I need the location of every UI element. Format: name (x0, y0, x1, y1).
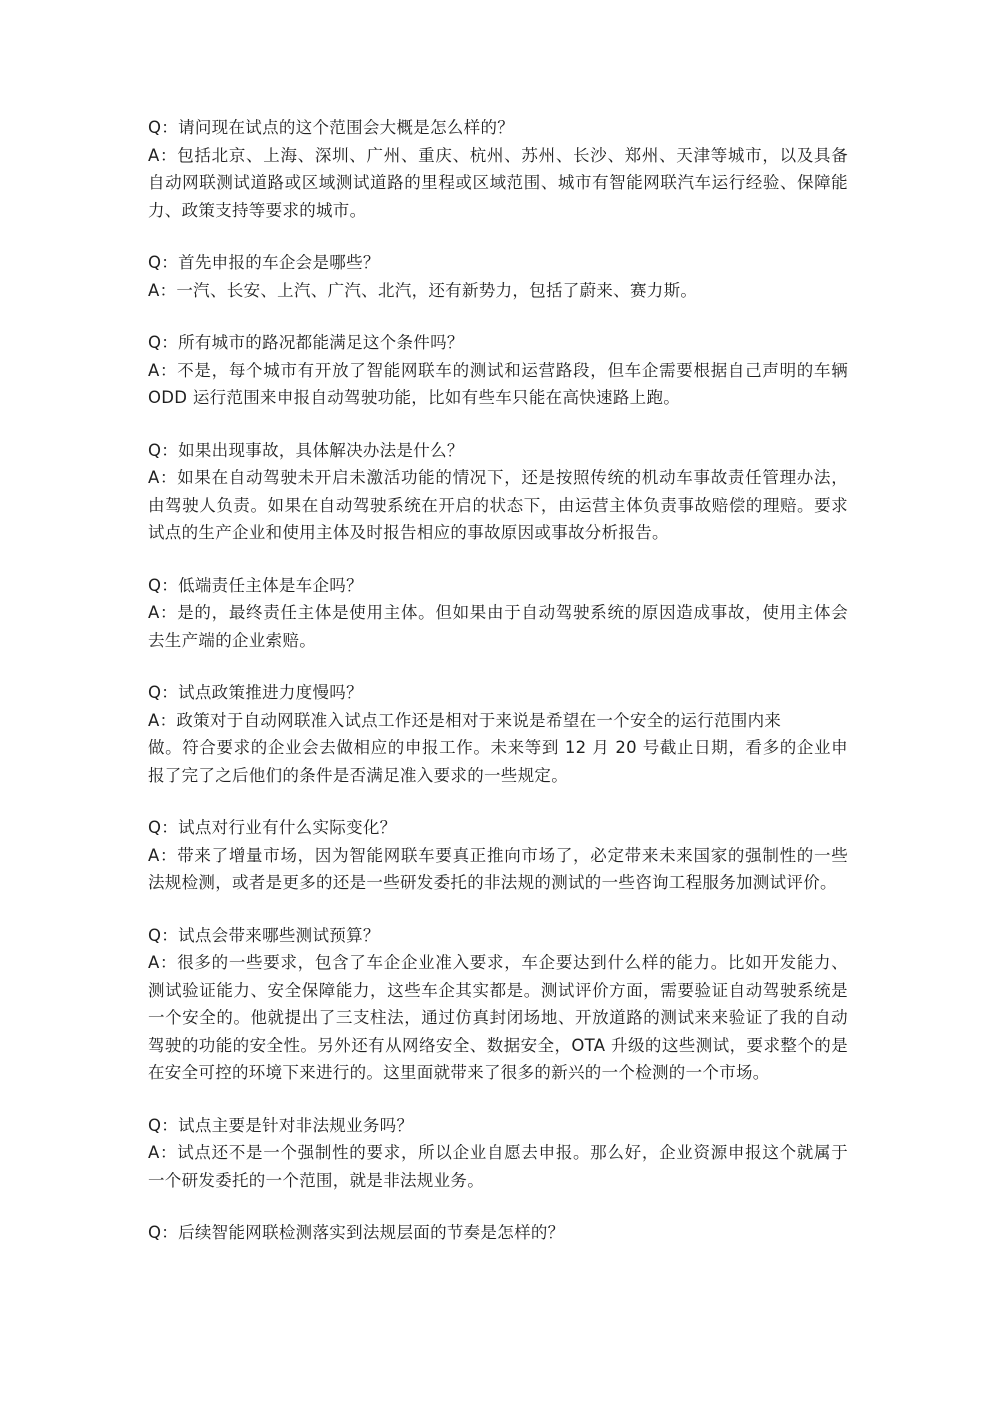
answer-5: A：是的，最终责任主体是使用主体。但如果由于自动驾驶系统的原因造成事故，使用主体会去生产端的企业索赔。 (148, 603, 848, 650)
answer-3: A：不是，每个城市有开放了智能网联车的测试和运营路段，但车企需要根据自己声明的车辆 ODD 运行范围来申报自动驾驶功能，比如有些车只能在高快速路上跑。 (148, 360, 848, 407)
qa-item-6 (148, 679, 848, 789)
answer-1: A：包括北京、上海、深圳、广州、重庆、杭州、苏州、长沙、郑州、天津等城市，以及具备自动网联测试道路或区域测试道路的里程或区域范围、城市有智能网联汽车运行经验、保障能力、政策支持等要求的城市。 (148, 145, 848, 220)
answer-8: A：很多的一些要求，包含了车企企业准入要求，车企要达到什么样的能力。比如开发能力、测试验证能力、安全保障能力，这些车企其实都是。测试评价方面，需要验证自动驾驶系统是一个安全的。他就提出了三支柱法，通过仿真封闭场地、开放道路的测试来来验证了我的自动驾驶的功能的安全性。另外还有从网络安全、数据安全，OTA 升级的这些测试，要求整个的是在安全可控的环境下来进行的。这里面就带来了很多的新兴的一个检测的一个市场。 (148, 953, 848, 1082)
question-3: Q：所有城市的路况都能满足这个条件吗？ (148, 333, 464, 352)
answer-6-part-1: A：政策对于自动网联准入试点工作还是相对于来说是希望在一个安全的运行范围内来 (148, 710, 782, 730)
qa-item-2 (148, 249, 848, 304)
question-8: Q：试点会带来哪些测试预算？ (148, 925, 380, 945)
question-10: Q：后续智能网联检测落实到法规层面的节奏是怎样的？ (148, 1223, 565, 1242)
qa-item-9 (148, 1112, 848, 1195)
answer-6 (148, 707, 848, 790)
answer-6-part-2: 做。符合要求的企业会去做相应的申报工作。未来等到 12 月 20 号截止日期，看多的企业申报了完了之后他们的条件是否满足准入要求的一些规定。 (148, 738, 848, 785)
answer-7: A：带来了增量市场，因为智能网联车要真正推向市场了，必定带来未来国家的强制性的一些法规检测，或者是更多的还是一些研发委托的非法规的测试的一些咨询工程服务加测试评价。 (148, 845, 848, 892)
question-4: Q：如果出现事故，具体解决办法是什么？ (148, 440, 464, 460)
qa-item-1 (148, 114, 848, 224)
qa-item-5 (148, 572, 848, 655)
document-page (148, 114, 848, 1272)
question-5: Q：低端责任主体是车企吗？ (148, 575, 363, 595)
qa-item-10 (148, 1219, 848, 1247)
qa-item-7 (148, 814, 848, 897)
answer-4: A：如果在自动驾驶未开启未激活功能的情况下，还是按照传统的机动车事故责任管理办法，由驾驶人负责。如果在自动驾驶系统在开启的状态下，由运营主体负责事故赔偿的理赔。要求试点的生产企业和使用主体及时报告相应的事故原因或事故分析报告。 (148, 468, 848, 542)
answer-2: A：一汽、长安、上汽、广汽、北汽，还有新势力，包括了蔚来、赛力斯。 (148, 280, 698, 300)
question-2: Q：首先申报的车企会是哪些？ (148, 253, 380, 272)
answer-9: A：试点还不是一个强制性的要求，所以企业自愿去申报。那么好，企业资源申报这个就属于一个研发委托的一个范围，就是非法规业务。 (148, 1143, 848, 1190)
question-9: Q：试点主要是针对非法规业务吗？ (148, 1115, 414, 1135)
question-7: Q：试点对行业有什么实际变化？ (148, 818, 397, 837)
question-6: Q：试点政策推进力度慢吗？ (148, 683, 363, 702)
qa-item-4 (148, 437, 848, 547)
qa-item-8 (148, 922, 848, 1087)
question-1: Q：请问现在试点的这个范围会大概是怎么样的？ (148, 118, 515, 137)
qa-item-3 (148, 329, 848, 412)
